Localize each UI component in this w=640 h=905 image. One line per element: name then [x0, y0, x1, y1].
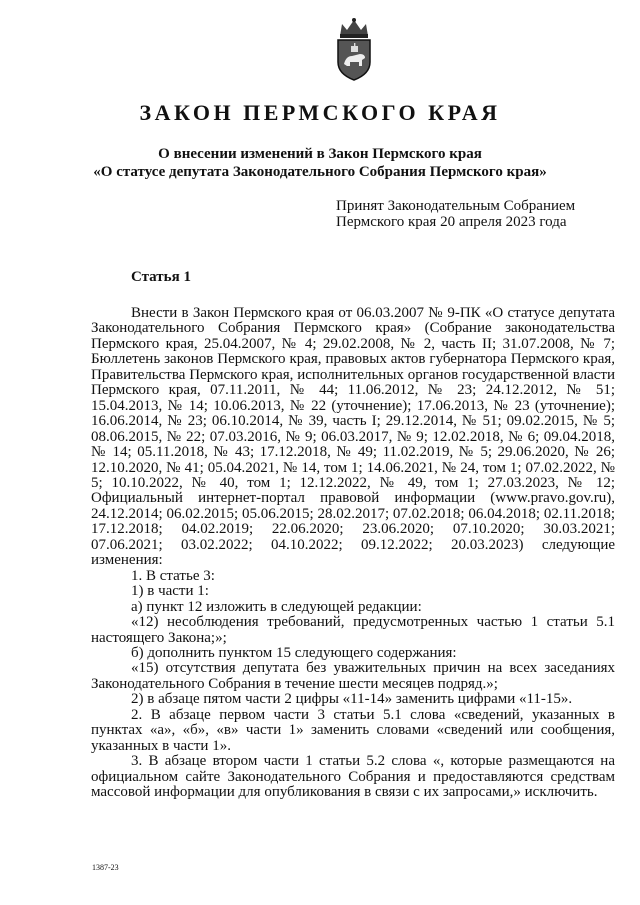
adoption-note — [336, 198, 575, 230]
paragraph: а) пункт 12 изложить в следующей редакции: — [131, 598, 422, 615]
adoption-line: Принят Законодательным Собранием — [336, 198, 576, 214]
paragraph: б) дополнить пунктом 15 следующего содержания: — [131, 644, 457, 661]
subtitle-line: «О статусе депутата Законодательного Собрания Пермского края» — [93, 164, 547, 180]
adoption-line: Пермского края 20 апреля 2023 года — [336, 214, 567, 230]
paragraph: 2) в абзаце пятом части 2 цифры «11-14» заменить цифрами «11-15». — [131, 691, 573, 708]
article-heading: Статья 1 — [131, 269, 191, 285]
paragraph: 1) в части 1: — [131, 583, 209, 600]
article-body — [91, 306, 615, 801]
paragraph: «15) отсутствия депутата без уважительных причин на всех заседаниях Законодательного Собрания в течение шести месяцев подряд.»; — [91, 660, 615, 692]
subtitle-line: О внесении изменений в Закон Пермского края — [158, 146, 482, 162]
document-code: 1387-23 — [92, 863, 119, 872]
law-title: ЗАКОН ПЕРМСКОГО КРАЯ — [139, 100, 501, 125]
paragraph: Внести в Закон Пермского края от 06.03.2007 № 9-ПК «О статусе депутата Законодательного Собрания Пермского края» (Собрание законодательства Пермского края, 25.04.2007, № 4; 29.02.2008, № 2, часть II; 31.07.2008, № 7; Бюллетень законов Пермского края, правовых актов губернатора Пермского края, Правительства Пермского края, исполнительных органов государственной власти Пермского края, 07.11.2011, № 44; 11.06.2012, № 23; 24.12.2012, № 51; 15.04.2013, № 14; 10.06.2013, № 22 (уточнение); 17.06.2013, № 23 (уточнение); 16.06.2014, № 23; 06.10.2014, № 39, часть I; 29.12.2014, № 51; 09.02.2015, № 5; 08.06.2015, № 22; 07.03.2016, № 9; 06.03.2017, № 9; 12.02.2018, № 6; 09.04.2018, № 14; 05.11.2018, № 43; 17.12.2018, № 49; 11.02.2019, № 5; 29.06.2020, № 26; 12.10.2020, № 41; 05.04.2021, № 14, том 1; 14.06.2021, № 24, том 1; 07.02.2022, № 5; 10.10.2022, № 40, том 1; 12.12.2022, № 49, том 1; 27.03.2023, № 12; Официальный интернет-портал правовой информации (www.pravo.gov.ru), 24.12.2014; 06.02.2015; 05.06.2015; 28.02.2017; 07.02.2018; 06.04.2018; 02.11.2018; 17.12.2018; 04.02.2019; 22.06.2020; 23.06.2020; 07.10.2020; 30.03.2021; 07.06.2021; 03.02.2022; 04.10.2022; 09.12.2022; 20.03.2023) следующие изменения: — [91, 305, 615, 569]
paragraph: 3. В абзаце втором части 1 статьи 5.2 слова «, которые размещаются на официальном сайте Законодательного Собрания и предоставляются средствам массовой информации для опубликования в связи с их запросами,» исключить. — [91, 753, 615, 801]
paragraph: 1. В статье 3: — [131, 567, 215, 584]
law-subtitle — [0, 145, 640, 181]
paragraph: «12) несоблюдения требований, предусмотренных частью 1 статьи 5.1 настоящего Закона;»; — [91, 614, 615, 646]
coat-of-arms-icon — [332, 16, 376, 82]
paragraph: 2. В абзаце первом части 3 статьи 5.1 слова «сведений, указанных в пунктах «а», «б», «в» части 1» заменить словами «сведений или сообщения, указанных в части 1». — [91, 706, 615, 754]
